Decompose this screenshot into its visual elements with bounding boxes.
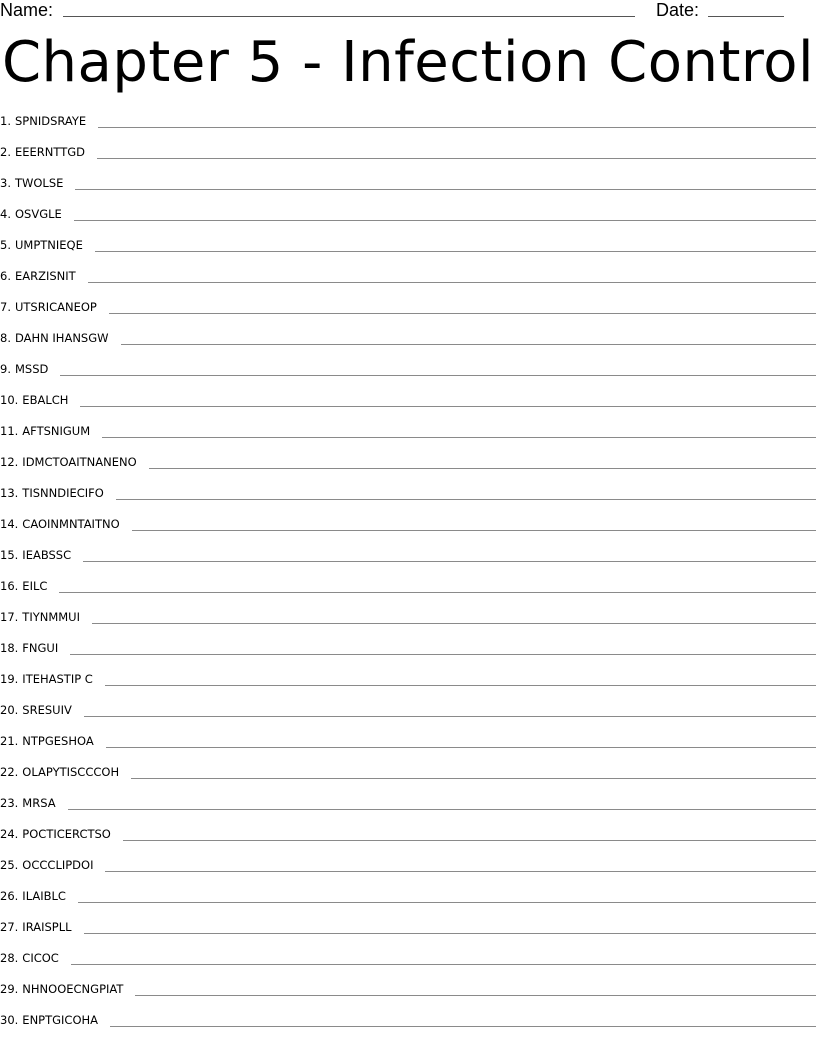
scrambled-word: ITEHASTIP C — [22, 672, 93, 686]
list-item — [0, 978, 816, 1009]
answer-line[interactable] — [105, 854, 816, 872]
scrambled-word: OLAPYTISCCCOH — [22, 765, 120, 779]
list-item — [0, 730, 816, 761]
answer-line[interactable] — [84, 916, 816, 934]
item-number: 22. — [0, 765, 19, 779]
item-number: 16. — [0, 579, 19, 593]
scrambled-word: UTSRICANEOP — [14, 300, 97, 314]
scrambled-word: IDMCTOAITNANENO — [22, 455, 137, 469]
scrambled-word: TIYNMMUI — [22, 610, 80, 624]
item-number: 18. — [0, 641, 19, 655]
item-number: 17. — [0, 610, 19, 624]
scrambled-word: EEERNTTGD — [14, 145, 85, 159]
list-item — [0, 792, 816, 823]
list-item — [0, 761, 816, 792]
list-item — [0, 110, 816, 141]
page-title: Chapter 5 - Infection Control — [1, 30, 815, 95]
answer-line[interactable] — [123, 823, 816, 841]
item-number: 25. — [0, 858, 19, 872]
list-item — [0, 699, 816, 730]
list-item — [0, 668, 816, 699]
list-item — [0, 389, 816, 420]
answer-line[interactable] — [105, 668, 816, 686]
answer-line[interactable] — [71, 947, 816, 965]
answer-line[interactable] — [74, 203, 816, 221]
list-item — [0, 327, 816, 358]
answer-line[interactable] — [83, 544, 816, 562]
scrambled-word: DAHN IHANSGW — [14, 331, 109, 345]
list-item — [0, 265, 816, 296]
date-field[interactable] — [708, 16, 784, 17]
item-number: 15. — [0, 548, 19, 562]
item-number: 7. — [0, 300, 11, 314]
answer-line[interactable] — [80, 389, 816, 407]
answer-line[interactable] — [106, 730, 816, 748]
answer-line[interactable] — [109, 296, 816, 314]
scrambled-word: CAOINMNTAITNO — [22, 517, 120, 531]
item-number: 27. — [0, 920, 19, 934]
scrambled-word: EBALCH — [22, 393, 69, 407]
answer-line[interactable] — [98, 110, 816, 128]
answer-line[interactable] — [121, 327, 816, 345]
scrambled-word: IEABSSC — [22, 548, 72, 562]
scrambled-word: SPNIDSRAYE — [14, 114, 87, 128]
item-number: 20. — [0, 703, 19, 717]
answer-line[interactable] — [88, 265, 816, 283]
scrambled-word: EILC — [22, 579, 48, 593]
list-item — [0, 637, 816, 668]
item-number: 24. — [0, 827, 19, 841]
item-number: 28. — [0, 951, 19, 965]
item-number: 11. — [0, 424, 19, 438]
answer-line[interactable] — [70, 637, 816, 655]
answer-line[interactable] — [132, 513, 816, 531]
item-number: 5. — [0, 238, 11, 252]
list-item — [0, 513, 816, 544]
worksheet-header — [0, 0, 816, 24]
list-item — [0, 1009, 816, 1040]
list-item — [0, 203, 816, 234]
answer-line[interactable] — [116, 482, 816, 500]
scrambled-word: UMPTNIEQE — [14, 238, 83, 252]
scrambled-word: EARZISNIT — [14, 269, 76, 283]
list-item — [0, 544, 816, 575]
answer-line[interactable] — [135, 978, 816, 996]
scrambled-word: NHNOOECNGPIAT — [22, 982, 124, 996]
item-number: 6. — [0, 269, 11, 283]
answer-line[interactable] — [68, 792, 816, 810]
item-number: 2. — [0, 145, 11, 159]
answer-line[interactable] — [59, 575, 816, 593]
date-label: Date: — [656, 0, 700, 20]
answer-line[interactable] — [149, 451, 816, 469]
name-field[interactable] — [63, 16, 635, 17]
list-item — [0, 420, 816, 451]
item-number: 21. — [0, 734, 19, 748]
answer-line[interactable] — [92, 606, 816, 624]
list-item — [0, 451, 816, 482]
scrambled-word: AFTSNIGUM — [22, 424, 91, 438]
scrambled-word: TISNNDIECIFO — [22, 486, 104, 500]
scrambled-word: MSSD — [14, 362, 49, 376]
answer-line[interactable] — [110, 1009, 816, 1027]
list-item — [0, 916, 816, 947]
answer-line[interactable] — [84, 699, 816, 717]
item-number: 10. — [0, 393, 19, 407]
scrambled-word: ILAIBLC — [22, 889, 66, 903]
list-item — [0, 606, 816, 637]
name-label: Name: — [0, 0, 54, 20]
item-number: 26. — [0, 889, 19, 903]
list-item — [0, 234, 816, 265]
item-number: 13. — [0, 486, 19, 500]
scrambled-word: SRESUIV — [22, 703, 72, 717]
scrambled-word: OCCCLIPDOI — [22, 858, 94, 872]
list-item — [0, 172, 816, 203]
item-number: 14. — [0, 517, 19, 531]
item-number: 8. — [0, 331, 11, 345]
answer-line[interactable] — [131, 761, 816, 779]
scramble-list — [0, 110, 816, 1040]
scrambled-word: POCTICERCTSO — [22, 827, 111, 841]
item-number: 19. — [0, 672, 19, 686]
answer-line[interactable] — [60, 358, 816, 376]
item-number: 23. — [0, 796, 19, 810]
list-item — [0, 947, 816, 978]
scrambled-word: ENPTGICOHA — [22, 1013, 99, 1027]
scrambled-word: IRAISPLL — [22, 920, 72, 934]
answer-line[interactable] — [97, 141, 816, 159]
list-item — [0, 358, 816, 389]
scrambled-word: FNGUI — [22, 641, 59, 655]
answer-line[interactable] — [75, 172, 816, 190]
item-number: 30. — [0, 1013, 19, 1027]
scrambled-word: OSVGLE — [14, 207, 62, 221]
list-item — [0, 141, 816, 172]
list-item — [0, 885, 816, 916]
answer-line[interactable] — [78, 885, 816, 903]
list-item — [0, 854, 816, 885]
list-item — [0, 575, 816, 606]
list-item — [0, 482, 816, 513]
list-item — [0, 823, 816, 854]
answer-line[interactable] — [95, 234, 816, 252]
item-number: 1. — [0, 114, 11, 128]
scrambled-word: MRSA — [22, 796, 56, 810]
answer-line[interactable] — [102, 420, 816, 438]
item-number: 4. — [0, 207, 11, 221]
item-number: 3. — [0, 176, 11, 190]
scrambled-word: CICOC — [22, 951, 59, 965]
scrambled-word: NTPGESHOA — [22, 734, 94, 748]
item-number: 29. — [0, 982, 19, 996]
scrambled-word: TWOLSE — [14, 176, 64, 190]
item-number: 12. — [0, 455, 19, 469]
list-item — [0, 296, 816, 327]
item-number: 9. — [0, 362, 11, 376]
